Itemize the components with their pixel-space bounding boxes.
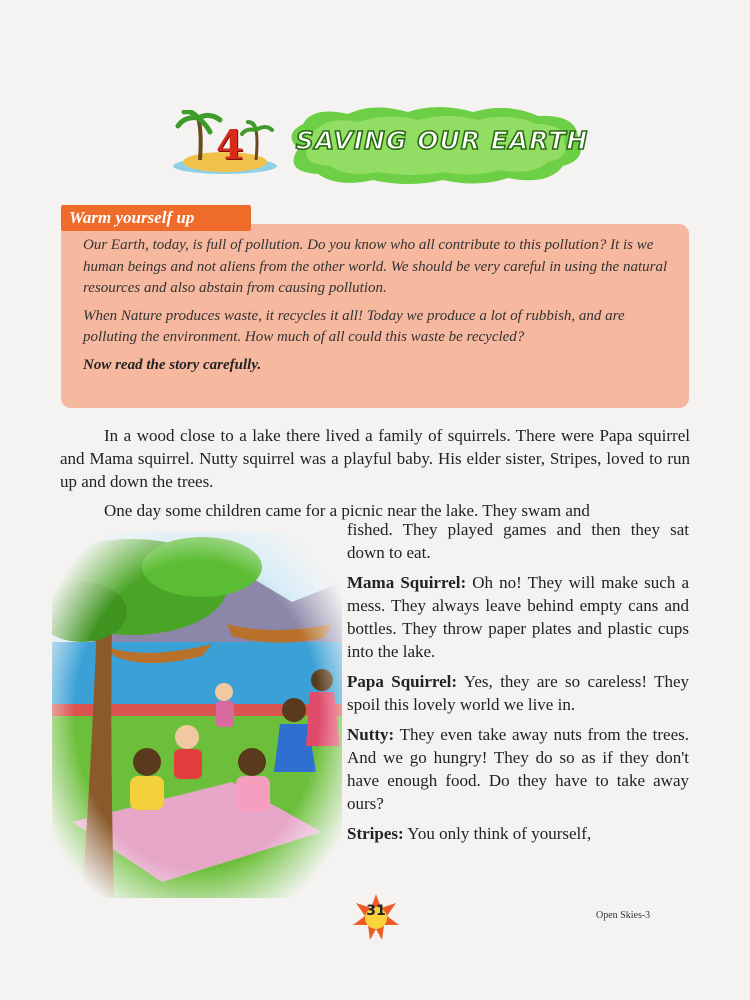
speaker-name: Stripes: — [347, 824, 404, 843]
dialogue-line — [347, 571, 689, 663]
warm-up-instruction: Now read the story carefully. — [83, 356, 262, 373]
dialogue-text: Yes, they are so careless! They spoil this lovely world we live in. — [347, 672, 690, 714]
dialogue-text: You only think of yourself, — [403, 824, 592, 843]
page-number: 31 — [366, 903, 386, 919]
book-name: Open Skies-3 — [596, 910, 651, 921]
dialogue-text: They even take away nuts from the trees. And we go hungry! They do so as if they don't have enough food. Do they have to take away ours? — [347, 725, 689, 813]
dialogue-line — [347, 723, 689, 815]
speaker-name: Mama Squirrel: — [347, 573, 467, 592]
story-paragraph-rest: fished. They played games and then they sat down to eat. — [347, 520, 689, 562]
story-paragraph: In a wood close to a lake there lived a family of squirrels. There were Papa squirrel and Mama squirrel. Nutty squirrel was a playful baby. His elder sister, Stripes, loved to run up and down the trees. — [60, 426, 690, 491]
chapter-title: SAVING OUR EARTH — [295, 126, 589, 155]
warm-up-box — [61, 224, 689, 408]
speaker-name: Nutty: — [347, 725, 395, 744]
warm-up-paragraph: Our Earth, today, is full of pollution. Do you know who all contribute to this pollution? It is we human beings and not aliens from the other world. We should be very careful in using the natural resources and also abstain from causing pollution. — [83, 237, 668, 296]
warm-up-paragraph: When Nature produces waste, it recycles it all! Today we produce a lot of rubbish, and are polluting the environment. How much of all could this waste be recycled? — [83, 307, 625, 345]
dialogue-text: Oh no! They will make such a mess. They always leave behind empty cans and bottles. They throw paper plates and plastic cups into the lake. — [347, 573, 690, 661]
dialogue-line — [347, 670, 689, 716]
story-intro — [60, 424, 690, 522]
warm-up-label: Warm yourself up — [61, 205, 251, 231]
chapter-header — [170, 100, 590, 190]
speaker-name: Papa Squirrel: — [347, 672, 458, 691]
story-column — [347, 518, 689, 852]
picnic-illustration — [52, 532, 342, 898]
dialogue-line — [347, 822, 689, 845]
story-paragraph-start: One day some children came for a picnic near the lake. They swam and — [104, 501, 590, 520]
chapter-number: 4 — [216, 122, 244, 169]
